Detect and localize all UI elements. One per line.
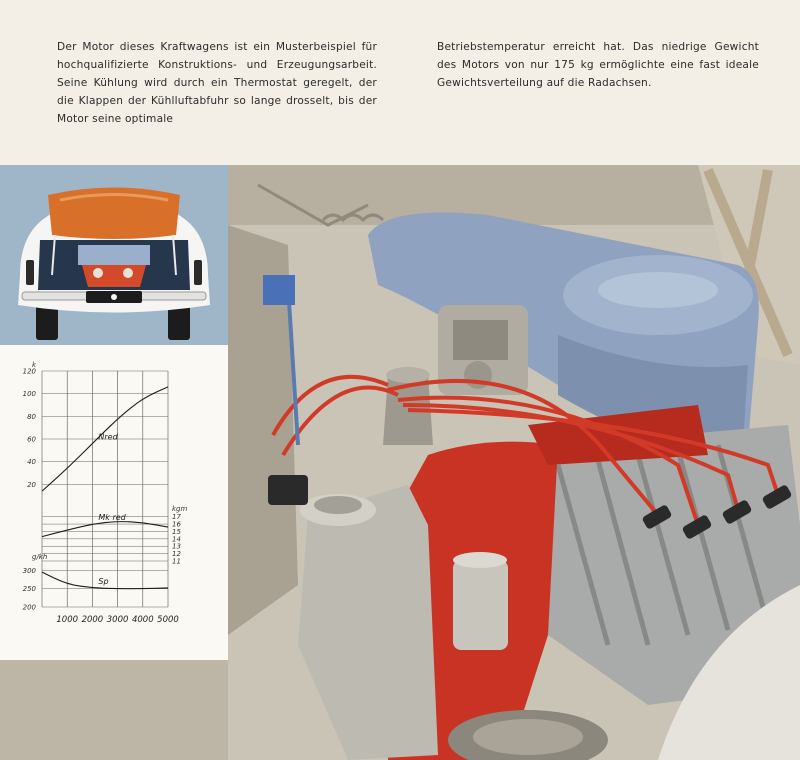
x-tick-label: 4000 [131, 615, 154, 625]
y-tick-label: 16 [172, 520, 181, 529]
unit-label: k [32, 361, 37, 369]
intro-text-right [437, 38, 759, 92]
y-tick-label: 80 [27, 412, 36, 421]
y-tick-label: 120 [22, 367, 36, 376]
y-tick-label: 60 [27, 435, 36, 444]
y-tick-label: 250 [22, 585, 36, 594]
paragraph-right: Betriebstemperatur erreicht hat. Das niedrige Gewicht des Motors von nur 175 kg ermöglichte eine fast ideale Gewichtsverteilung auf die Radachsen. [437, 41, 759, 89]
y-tick-label: 12 [172, 550, 181, 559]
y-tick-label: 13 [172, 542, 181, 551]
y-tick-label: 11 [172, 557, 181, 566]
paragraph-left: Der Motor dieses Kraftwagens ist ein Musterbeispiel für hochqualifizierte Konstruktions- und Erzeugungsarbeit. Seine Kühlung wird durch ein Thermostat geregelt, der die Klappen der Kühlluftabfuhr so lange drosselt, bis der Motor seine optimale [57, 41, 377, 125]
engine-photo [228, 165, 800, 760]
x-tick-label: 1000 [56, 615, 79, 625]
rear-wheel-left [36, 305, 58, 340]
x-tick-label: 2000 [81, 615, 104, 625]
series-label: Mk red [98, 513, 126, 523]
intro-text-left [57, 38, 377, 128]
performance-chart [0, 345, 228, 660]
y-tick-label: 200 [22, 603, 36, 612]
y-tick-label: 300 [22, 566, 36, 575]
unit-label: g/kh [32, 553, 48, 561]
car-rear-illustration [0, 165, 228, 345]
rear-wheel-right [168, 305, 190, 340]
y-tick-label: 17 [172, 513, 181, 522]
y-tick-label: 14 [172, 535, 181, 544]
series-label: Sp [98, 576, 109, 586]
y-tick-label: 100 [22, 390, 36, 399]
series-label: Nred [98, 432, 118, 442]
unit-label: kgm [172, 505, 188, 513]
bottom-photo-strip [0, 660, 228, 760]
y-tick-label: 40 [27, 458, 36, 467]
y-tick-label: 15 [172, 527, 181, 536]
y-tick-label: 20 [27, 480, 36, 489]
x-tick-label: 3000 [106, 615, 129, 625]
x-tick-label: 5000 [157, 615, 179, 625]
